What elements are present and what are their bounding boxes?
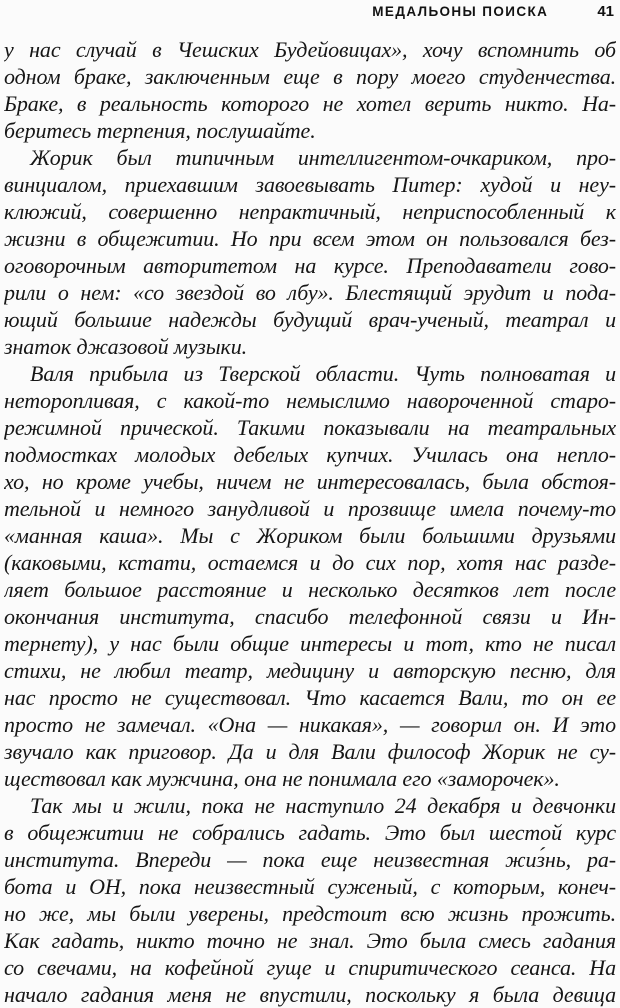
- text-line: у нас случай в Чешских Будейовицах», хочу вспомнить об: [4, 37, 616, 62]
- page-header: [0, 0, 620, 20]
- text-line: клюжий, совершенно непрактичный, неприспособленный к: [4, 199, 616, 224]
- text-line: жизни в общежитии. Но при всем этом он пользовался без-: [4, 226, 616, 251]
- text-line: тельной и немного занудливой и прозвище имела почему-то: [4, 496, 616, 521]
- text-line: «манная каша». Мы с Жориком были большими друзьями: [4, 523, 616, 548]
- body-text: [0, 36, 620, 1008]
- text-line: нас просто не существовал. Что касается Вали, то он ее: [4, 685, 616, 710]
- text-line: Так мы и жили, пока не наступило 24 декабря и девчонки: [30, 793, 616, 818]
- text-line: но же, мы были уверены, предстоит всю жизнь прожить.: [4, 901, 616, 926]
- text-line: (каковыми, кстати, остаемся и до сих пор, хотя нас разде-: [4, 550, 616, 575]
- text-line: оговорочным авторитетом на курсе. Преподаватели гово-: [4, 253, 616, 278]
- text-line: режимной прической. Такими показывали на театральных: [4, 415, 616, 440]
- text-line: начало гадания меня не впустили, поскольку я была девица: [4, 982, 616, 1007]
- text-line: неторопливая, с какой-то немыслимо навороченной старо-: [4, 388, 616, 413]
- text-line: стихи, не любил театр, медицину и авторскую песню, для: [4, 658, 616, 683]
- text-line: ществовал как мужчина, она не понимала его «заморочек».: [4, 766, 560, 791]
- text-line: подмостках молодых дебелых купчих. Училась она непло-: [4, 442, 616, 467]
- text-line: в общежитии не собрались гадать. Это был шестой курс: [4, 820, 616, 845]
- text-line: института. Впереди — пока еще неизвестная жиз́нь, ра-: [4, 847, 616, 872]
- text-line: Валя прибыла из Тверской области. Чуть полноватая и: [30, 361, 616, 386]
- text-line: беритесь терпения, послушайте.: [4, 118, 316, 143]
- text-line: просто не замечал. «Она — никакая», — говорил он. И это: [4, 712, 616, 737]
- text-line: одном браке, заключенным еще в пору моего студенчества.: [4, 64, 616, 89]
- text-line: Браке, в реальность которого не хотел верить никто. На-: [4, 91, 616, 116]
- text-line: знаток джазовой музыки.: [4, 334, 248, 359]
- text-line: Как гадать, никто точно не знал. Это была смесь гадания: [4, 928, 616, 953]
- text-line: звучало как приговор. Да и для Вали философ Жорик не су-: [4, 739, 616, 764]
- text-line: Жорик был типичным интеллигентом-очкариком, про-: [30, 145, 616, 170]
- text-line: хо, но кроме учебы, ничем не интересовалась, была обстоя-: [4, 469, 616, 494]
- page-number: 41: [597, 3, 614, 20]
- text-line: ляет большое расстояние и несколько десятков лет после: [4, 577, 616, 602]
- text-line: бота и ОН, пока неизвестный суженый, с которым, конеч-: [4, 874, 616, 899]
- text-line: тернету), у нас были общие интересы и тот, кто не писал: [4, 631, 616, 656]
- text-line: винциалом, приехавшим завоевывать Питер: худой и неу-: [4, 172, 616, 197]
- text-line: рили о нем: «со звездой во лбу». Блестящий эрудит и пода-: [4, 280, 616, 305]
- text-line: со свечами, на кофейной гуще и спиритического сеанса. На: [4, 955, 616, 980]
- text-line: ющий большие надежды будущий врач-ученый, театрал и: [4, 307, 616, 332]
- running-head-title: МЕДАЛЬОНЫ ПОИСКА: [372, 4, 549, 19]
- text-line: окончания института, спасибо телефонной связи и Ин-: [4, 604, 616, 629]
